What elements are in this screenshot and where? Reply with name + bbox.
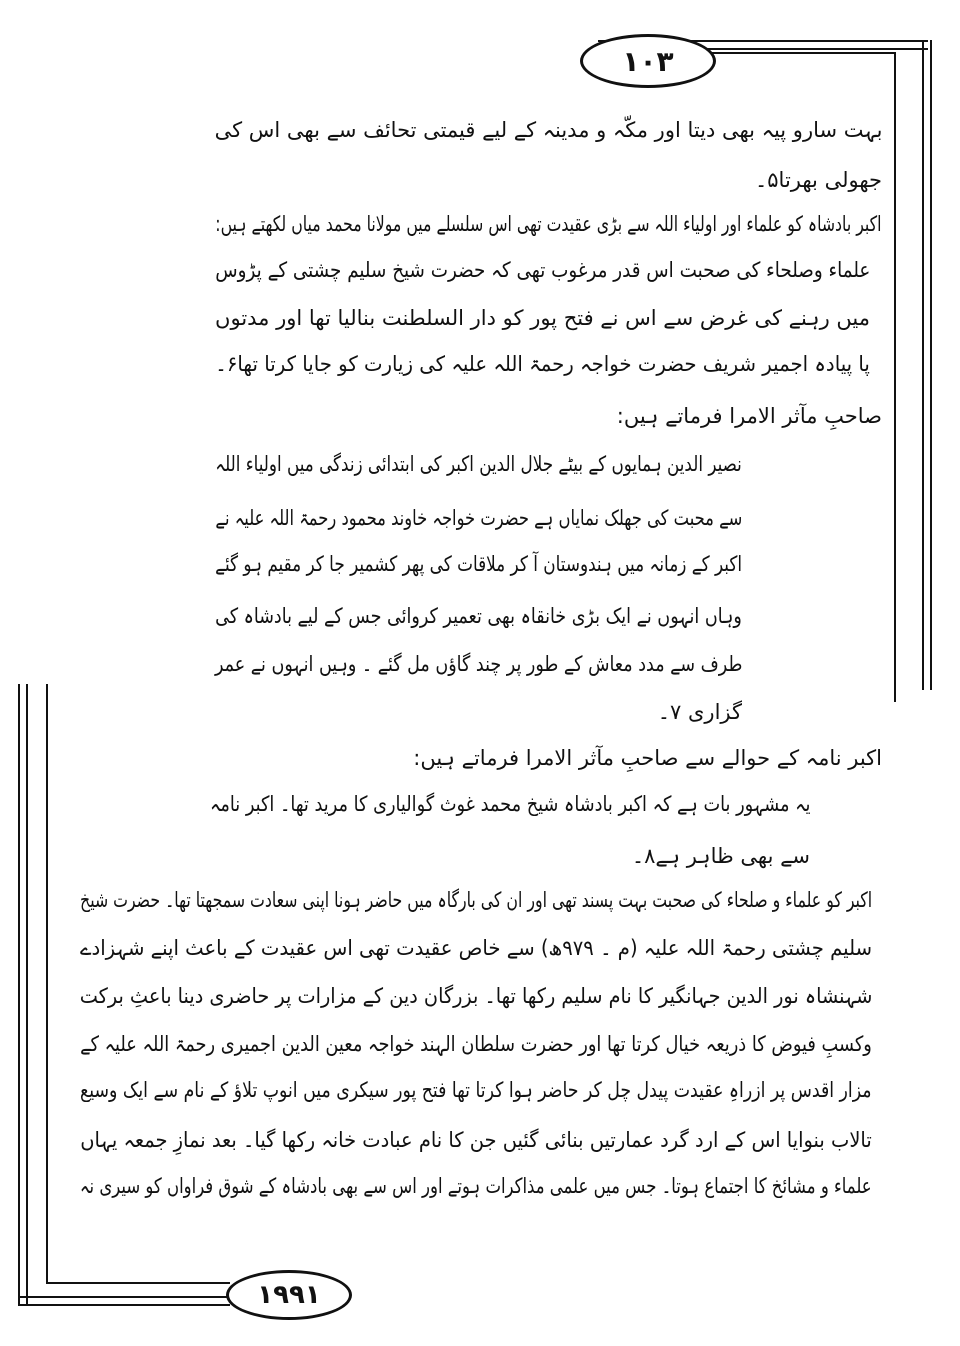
text-line: جھولی بھرتا۵۔ (754, 168, 882, 192)
text-line: علماء و مشائخ کا اجتماع ہوتا۔ جس میں علمی مذاکرات ہوتے اور اس سے بھی بادشاہ کے شوق فراواں کو سیری نہ (80, 1174, 872, 1198)
text-line: شہنشاہ نور الدین جہانگیر کا نام سلیم رکھا تھا۔ بزرگان دین کے مزارات پر حاضری دینا باعثِ برکت (79, 984, 872, 1008)
text-line: صاحبِ مآثر الامرا فرماتے ہیں: (616, 404, 882, 428)
text-line: بہت سارو پیہ بھی دیتا اور مکّہ و مدینہ کے لیے قیمتی تحائف سے بھی اس کی (214, 118, 882, 142)
quote-line: علماء وصلحاء کی صحبت اس قدر مرغوب تھی کہ حضرت شیخ سلیم چشتی کے پڑوس (214, 258, 870, 282)
text-line: تالاب بنوایا اس کے ارد گرد عمارتیں بنائی گئیں جن کا نام عبادت خانہ رکھا گیا۔ بعد نمازِ جمعہ یہاں (80, 1128, 872, 1152)
page-number: ١٠٣ (580, 34, 716, 88)
text-line: اکبر بادشاہ کو علماء اور اولیاء اللہ سے بڑی عقیدت تھی اس سلسلے میں مولانا محمد میاں لکھتے ہیں: (215, 212, 882, 236)
quote-line: طرف سے مدد معاش کے طور پر چند گاؤں مل گئے ۔ وہیں انہوں نے عمر (214, 652, 742, 676)
quote-line: گزاری ۷۔ (657, 700, 742, 724)
text-line: مزار اقدس پر ازراہِ عقیدت پیدل چل کر حاضر ہوا کرتا تھا فتح پور سیکری میں انوپ تلاؤ کے نام سے ایک وسیع (80, 1078, 872, 1102)
quote-line: اکبر کے زمانہ میں ہندوستان آ کر ملاقات کی پھر کشمیر جا کر مقیم ہو گئے (215, 552, 742, 576)
quote-line: نصیر الدین ہمایوں کے بیٹے جلال الدین اکبر کی ابتدائی زندگی میں اولیاء اللہ (215, 452, 742, 476)
quote-line: یہ مشہور بات ہے کہ اکبر بادشاہ شیخ محمد غوث گوالیاری کا مرید تھا۔ اکبر نامہ (209, 792, 810, 816)
quote-line: سے بھی ظاہر ہے۸۔ (631, 844, 810, 868)
text-line: سلیم چشتی رحمۃ اللہ علیہ (م ۔ ۹۷۹ھ) سے خاص عقیدت تھی اس عقیدت کے باعث اپنے شہزادے (79, 936, 872, 960)
serial-number: ١٩٩١ (226, 1270, 352, 1320)
quote-line: میں رہنے کی غرض سے اس نے فتح پور کو دار السلطنت بنالیا تھا اور مدتوں (215, 306, 870, 330)
text-line: اکبر کو علماء و صلحاء کی صحبت بہت پسند تھی اور ان کی بارگاہ میں حاضر ہونا اپنی سعادت سمجھتا تھا۔ حضرت شیخ (79, 888, 872, 912)
text-line: وکسبِ فیوض کا ذریعہ خیال کرتا تھا اور حضرت سلطان الہند خواجہ معین الدین اجمیری رحمۃ اللہ علیہ کے (80, 1032, 872, 1056)
quote-line: سے محبت کی جھلک نمایاں ہے حضرت خواجہ خاوند محمود رحمۃ اللہ علیہ نے (215, 506, 742, 530)
quote-line: پا پیادہ اجمیر شریف حضرت خواجہ رحمۃ اللہ علیہ کی زیارت کو جایا کرتا تھا۶۔ (215, 352, 871, 376)
text-line: اکبر نامہ کے حوالے سے صاحبِ مآثر الامرا فرماتے ہیں: (413, 746, 882, 770)
quote-line: وہاں انہوں نے ایک بڑی خانقاہ بھی تعمیر کروائی جس کے لیے بادشاہ کی (215, 604, 742, 628)
